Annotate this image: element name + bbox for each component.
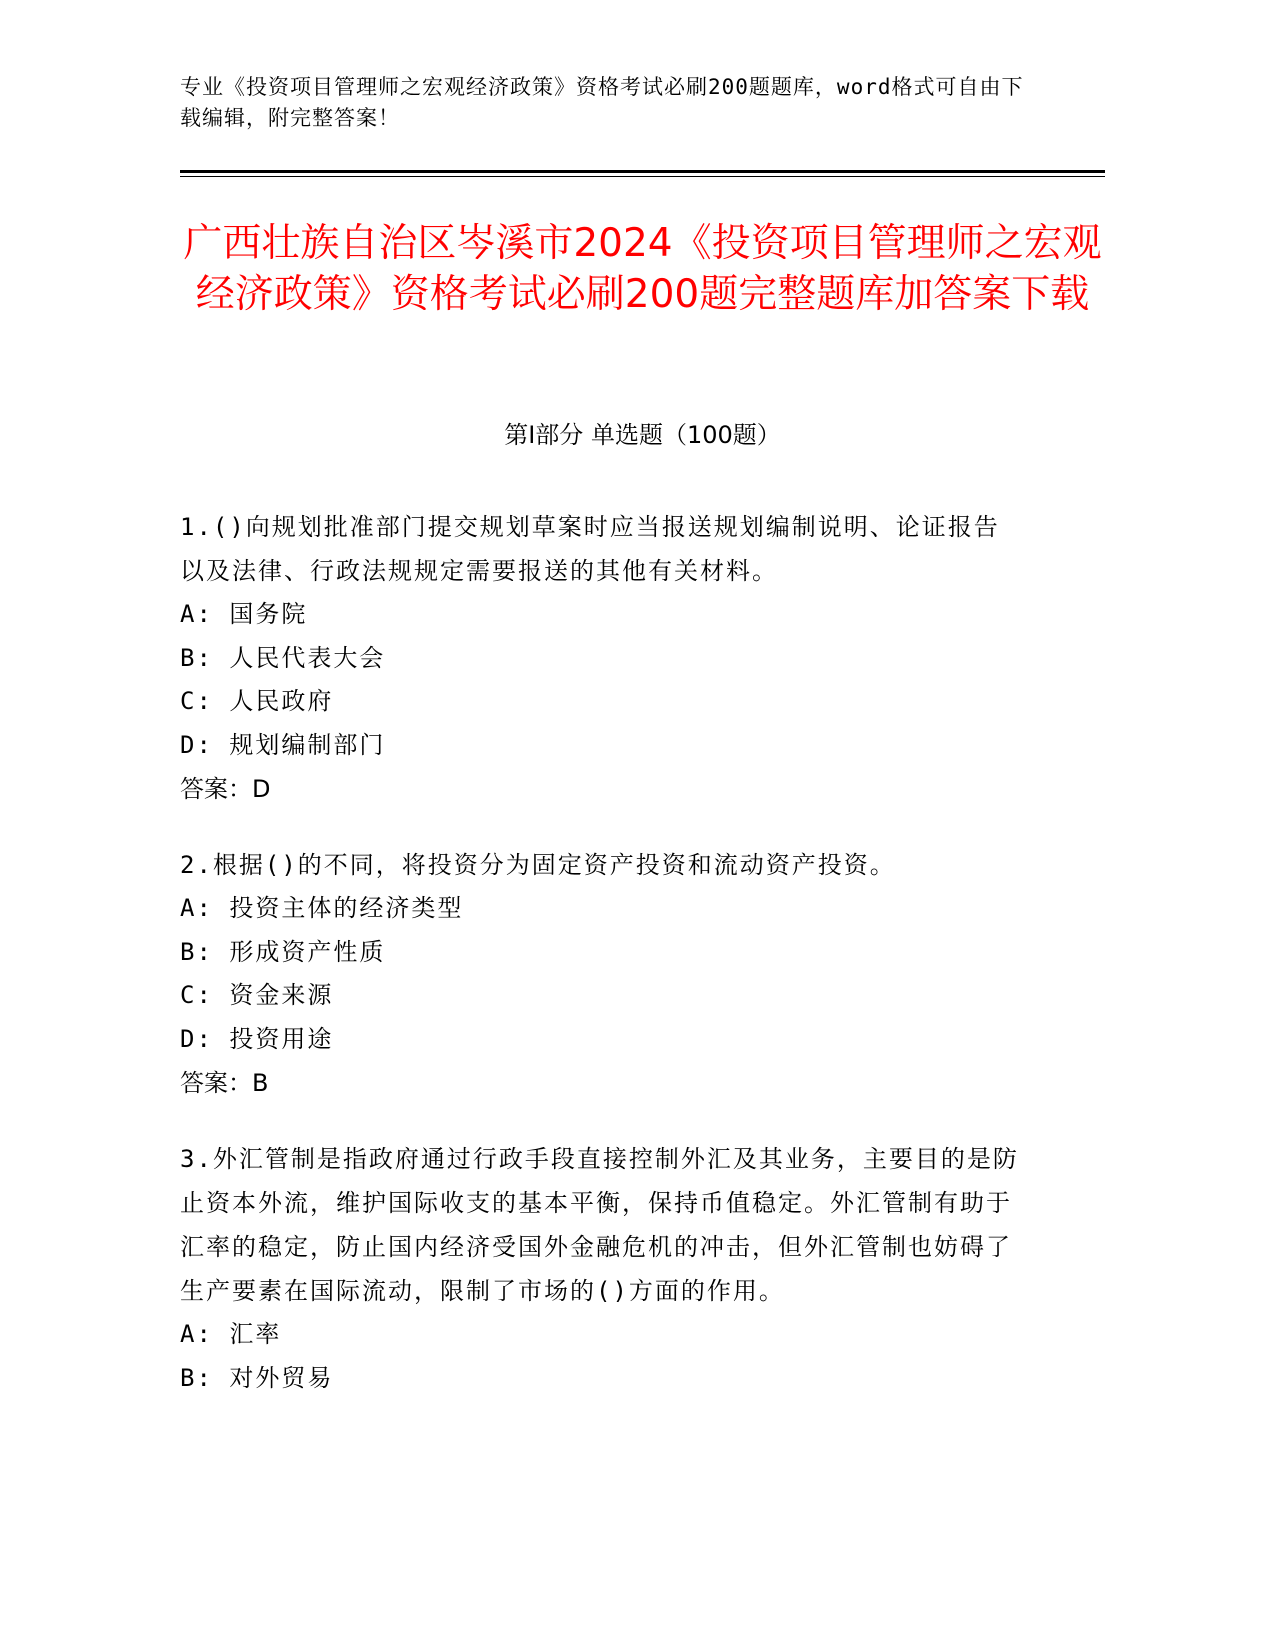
header-note: 专业《投资项目管理师之宏观经济政策》资格考试必刷200题题库，word格式可自由下载编辑，附完整答案！: [180, 75, 1024, 130]
option-c: C: 人民政府: [180, 687, 334, 715]
option-c: C: 资金来源: [180, 981, 334, 1009]
question-3: [180, 1137, 1020, 1400]
option-b: B: 对外贸易: [180, 1363, 334, 1392]
option-b: B: 人民代表大会: [180, 643, 386, 672]
option-b: B: 形成资产性质: [180, 937, 386, 966]
question-text: 1.()向规划批准部门提交规划草案时应当报送规划编制说明、论证报告以及法律、行政法规规定需要报送的其他有关材料。: [180, 513, 1000, 585]
answer: 答案：B: [180, 1069, 269, 1097]
option-a: A: 汇率: [180, 1320, 282, 1348]
question-list: [180, 505, 1020, 1432]
question-text: 2.根据()的不同，将投资分为固定资产投资和流动资产投资。: [180, 851, 896, 879]
question-2: [180, 843, 1020, 1105]
option-a: A: 投资主体的经济类型: [180, 894, 464, 922]
question-text: 3.外汇管制是指政府通过行政手段直接控制外汇及其业务，主要目的是防止资本外流，维护国际收支的基本平衡，保持币值稳定。外汇管制有助于汇率的稳定，防止国内经济受国外金融危机的冲击，但外汇管制也妨碍了生产要素在国际流动，限制了市场的()方面的作用。: [180, 1145, 1019, 1305]
section-title: 第Ⅰ部分 单选题（100题）: [504, 421, 781, 449]
option-d: D: 投资用途: [180, 1024, 334, 1053]
header-divider-thin: [180, 176, 1105, 177]
answer: 答案：D: [180, 775, 271, 803]
document-title: 广西壮族自治区岑溪市2024《投资项目管理师之宏观经济政策》资格考试必刷200题完整题库加答案下载: [183, 221, 1102, 317]
header-divider-thick: [180, 170, 1105, 173]
option-d: D: 规划编制部门: [180, 730, 386, 759]
option-a: A: 国务院: [180, 600, 308, 628]
question-1: [180, 505, 1020, 811]
